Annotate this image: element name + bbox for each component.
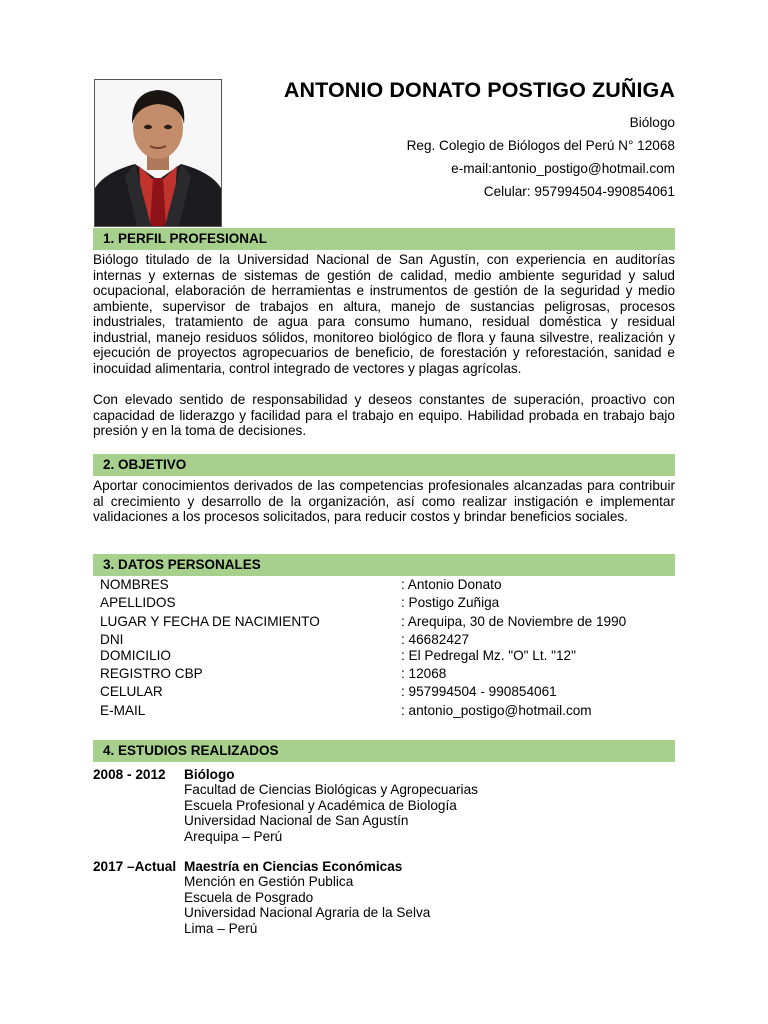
study-years: 2008 - 2012 bbox=[93, 767, 166, 782]
study-line: Facultad de Ciencias Biológicas y Agropecuarias bbox=[184, 782, 478, 797]
contact-email: e-mail:antonio_postigo@hotmail.com bbox=[451, 161, 675, 176]
personal-value-surnames: : Postigo Zuñiga bbox=[401, 595, 500, 610]
personal-value-birth: : Arequipa, 30 de Noviembre de 1990 bbox=[401, 614, 627, 629]
section-title-profile: 1. PERFIL PROFESIONAL bbox=[93, 228, 675, 250]
study-line: Universidad Nacional de San Agustín bbox=[184, 813, 409, 828]
study-degree: Biólogo bbox=[184, 767, 235, 782]
personal-value-names: : Antonio Donato bbox=[401, 577, 502, 592]
contact-phone: Celular: 957994504-990854061 bbox=[483, 184, 675, 199]
section-title-studies: 4. ESTUDIOS REALIZADOS bbox=[93, 740, 675, 762]
section-title-personal: 3. DATOS PERSONALES bbox=[93, 554, 675, 576]
personal-label-phone: CELULAR bbox=[100, 684, 163, 699]
personal-value-dni: : 46682427 bbox=[401, 632, 470, 647]
portrait-image bbox=[95, 80, 221, 226]
profile-paragraph-1: Biólogo titulado de la Universidad Nacional de San Agustín, con experiencia en auditorías internas y externas de sistemas de gestión de calidad, medio ambiente seguridad y salud ocupacional, elaboración de herramientas e instrumentos de gestión de la seguridad y medio ambiente, supervisor de trabajos en altura, manejo de sustancias peligrosas, procesos industriales, tratamiento de agua para consumo humano, residual doméstica y residual industrial, manejo residuos sólidos, monitoreo biológico de flora y fauna silvestre, realización y ejecución de proyectos agropecuarios de beneficio, de forestación y reforestación, sanidad e inocuidad alimentaria, control integrado de vectores y plagas agrícolas. bbox=[93, 252, 675, 376]
objective-text: Aportar conocimientos derivados de las competencias profesionales alcanzadas para contribuir al crecimiento y desarrollo de la organización, así como realizar instigación e implementar validaciones a los procesos solicitados, para reducir costos y brindar beneficios sociales. bbox=[93, 478, 675, 524]
personal-label-cbp: REGISTRO CBP bbox=[100, 666, 203, 681]
profile-photo bbox=[94, 79, 222, 227]
study-line: Lima – Perú bbox=[184, 921, 258, 936]
profile-paragraph-2: Con elevado sentido de responsabilidad y deseos constantes de superación, proactivo con capacidad de liderazgo y facilidad para el trabajo en equipo. Habilidad probada en trabajo bajo presión y en la toma de decisiones. bbox=[93, 392, 675, 438]
contact-profession: Biólogo bbox=[629, 115, 675, 130]
study-line: Escuela Profesional y Académica de Biología bbox=[184, 798, 457, 813]
personal-value-email: : antonio_postigo@hotmail.com bbox=[401, 703, 592, 718]
personal-label-surnames: APELLIDOS bbox=[100, 595, 176, 610]
personal-label-names: NOMBRES bbox=[100, 577, 169, 592]
personal-value-address: : El Pedregal Mz. "O" Lt. "12" bbox=[401, 648, 576, 663]
study-line: Escuela de Posgrado bbox=[184, 890, 314, 905]
study-years: 2017 –Actual bbox=[93, 859, 177, 874]
study-line: Universidad Nacional Agraria de la Selva bbox=[184, 905, 431, 920]
personal-value-cbp: : 12068 bbox=[401, 666, 447, 681]
personal-label-dni: DNI bbox=[100, 632, 124, 647]
personal-label-email: E-MAIL bbox=[100, 703, 146, 718]
personal-value-phone: : 957994504 - 990854061 bbox=[401, 684, 557, 699]
study-line: Arequipa – Perú bbox=[184, 829, 283, 844]
study-line: Mención en Gestión Publica bbox=[184, 874, 354, 889]
section-title-objective: 2. OBJETIVO bbox=[93, 454, 675, 476]
contact-registration: Reg. Colegio de Biólogos del Perú N° 12068 bbox=[406, 138, 675, 153]
candidate-name: ANTONIO DONATO POSTIGO ZUÑIGA bbox=[283, 78, 675, 102]
personal-label-address: DOMICILIO bbox=[100, 648, 171, 663]
personal-label-birth: LUGAR Y FECHA DE NACIMIENTO bbox=[100, 614, 320, 629]
study-degree: Maestría en Ciencias Económicas bbox=[184, 859, 403, 874]
